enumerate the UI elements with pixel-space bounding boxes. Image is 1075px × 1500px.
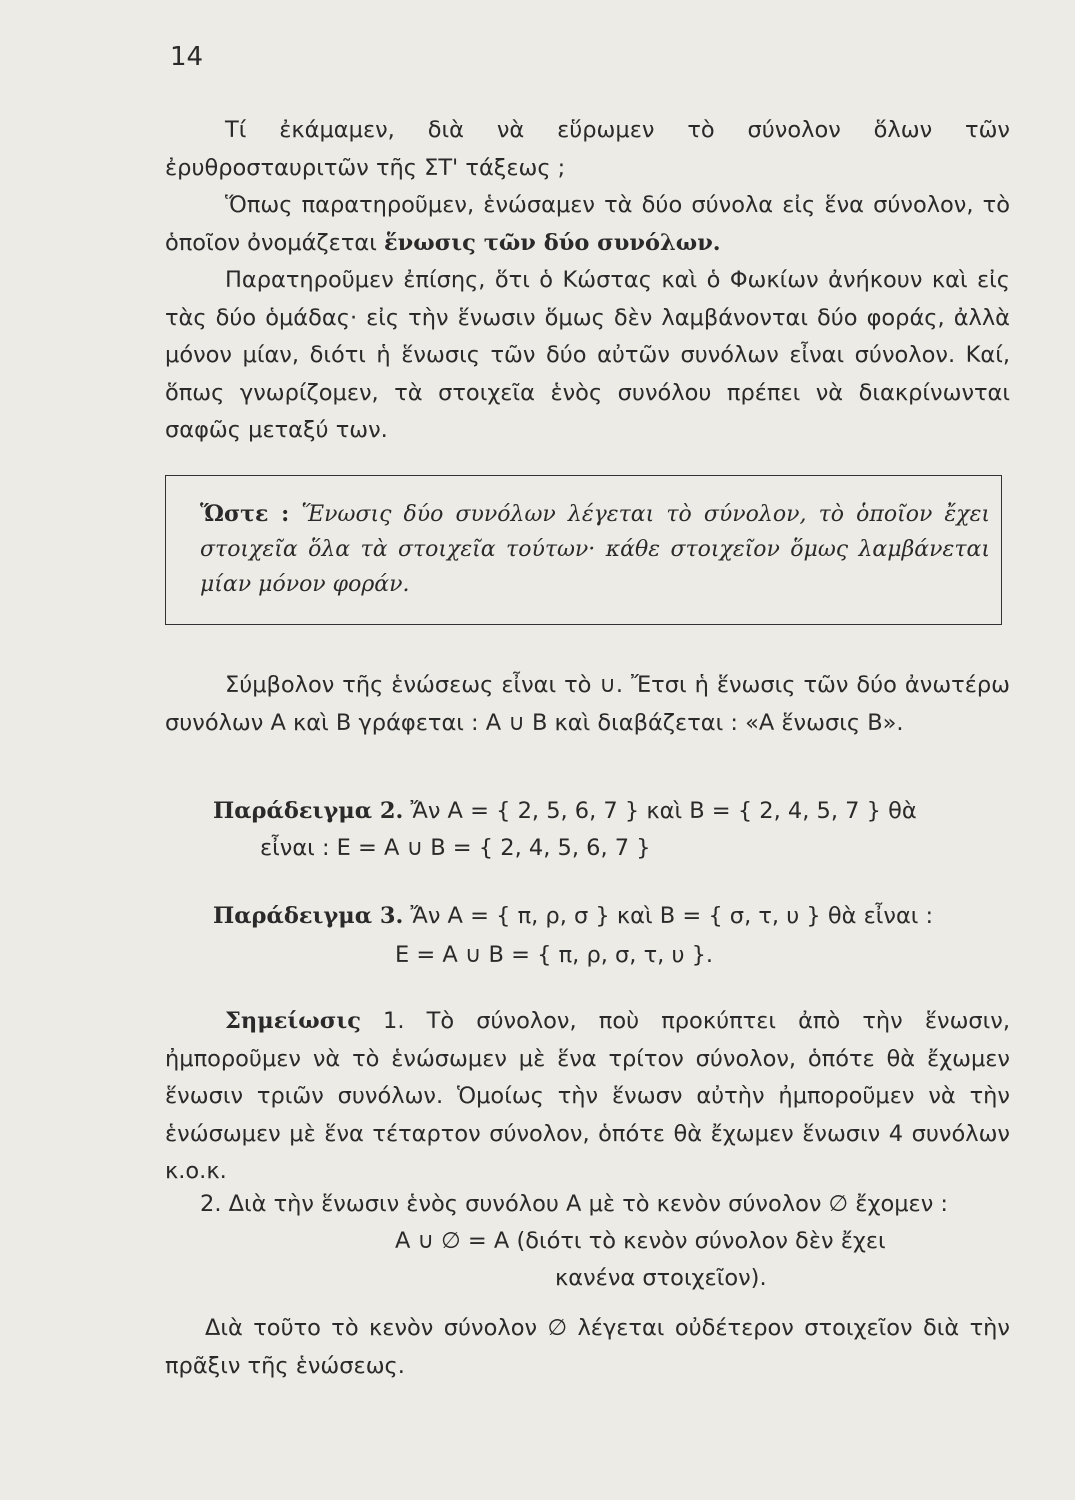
union-term: ἕνωσις τῶν δύο συνόλων. (383, 229, 721, 256)
example-2-line-1 (213, 793, 917, 830)
note-2-formula: Α ∪ ∅ = Α (διότι τὸ κενὸν σύνολον δὲν ἔχει (395, 1228, 886, 1254)
example-3-line-1 (213, 898, 933, 935)
paragraph-union-intro-text: Ὅπως παρατηροῦμεν, ἑνώσαμεν τὰ δύο σύνολα εἰς ἕνα σύνολον, τὸ ὁποῖον ὀνομάζεται (165, 192, 1010, 256)
note-2: 2. Διὰ τὴν ἕνωσιν ἑνὸς συνόλου Α μὲ τὸ κενὸν σύνολον ∅ ἔχομεν : (200, 1191, 949, 1217)
paragraph-symbol: Σύμβολον τῆς ἑνώσεως εἶναι τὸ ∪. Ἔτσι ἡ ἕνωσις τῶν δύο ἀνωτέρω συνόλων Α καὶ Β γράφεται : Α ∪ Β καὶ διαβάζεται : «Α ἕνωσις Β». (165, 672, 1010, 736)
example-2-label: Παράδειγμα 2. (213, 798, 404, 824)
definition-body: Ἕνωσις δύο συνόλων λέγεται τὸ σύνολον, τὸ ὁποῖον ἔχει στοιχεῖα ὅλα τὰ στοιχεῖα τούτων· κάθε στοιχεῖον ὅμως λαμβάνεται μίαν μόνον φοράν. (200, 502, 990, 597)
definition-text (200, 497, 990, 602)
note-1 (165, 1003, 1010, 1191)
note-1-text: 1. Τὸ σύνολον, ποὺ προκύπτει ἀπὸ τὴν ἕνωσιν, ἠμποροῦμεν νὰ τὸ ἑνώσωμεν μὲ ἕνα τρίτον σύνολον, ὁπότε θὰ ἔχωμεν ἕνωσιν τριῶν συνόλων. Ὁμοίως τὴν ἕνωσν αὐτὴν ἠμποροῦμεν νὰ τὴν ἑνώσωμεν μὲ ἕνα τέταρτον σύνολον, ὁπότε θὰ ἔχωμεν ἕνωσιν 4 συνόλων κ.ο.κ. (165, 1008, 1010, 1184)
paragraph-union-intro (165, 187, 1010, 262)
example-2-text-1: Ἄν Α = { 2, 5, 6, 7 } καὶ Β = { 2, 4, 5, 7 } θὰ (410, 798, 917, 824)
definition-lead: Ὥστε : (200, 501, 290, 527)
example-3-label: Παράδειγμα 3. (213, 903, 404, 929)
example-3-text-1: Ἄν Α = { π, ρ, σ } καὶ Β = { σ, τ, υ } θὰ εἶναι : (410, 903, 934, 929)
note-2-formula-cont: κανένα στοιχεῖον). (555, 1265, 767, 1291)
paragraph-question: Τί ἐκάμαμεν, διὰ νὰ εὕρωμεν τὸ σύνολον ὅλων τῶν ἐρυθροσταυριτῶν τῆς ΣΤ' τάξεως ; (165, 117, 1010, 181)
paragraph-identity: Διὰ τοῦτο τὸ κενὸν σύνολον ∅ λέγεται οὐδέτερον στοιχεῖον διὰ τὴν πρᾶξιν τῆς ἑνώσεως. (165, 1315, 1010, 1379)
example-3-line-2: Ε = Α ∪ Β = { π, ρ, σ, τ, υ }. (395, 942, 714, 968)
note-label: Σημείωσις (225, 1008, 361, 1034)
example-2-line-2: εἶναι : Ε = Α ∪ Β = { 2, 4, 5, 6, 7 } (260, 835, 651, 861)
page-number: 14 (170, 42, 204, 72)
paragraph-observation: Παρατηροῦμεν ἐπίσης, ὅτι ὁ Κώστας καὶ ὁ Φωκίων ἀνήκουν καὶ εἰς τὰς δύο ὁμάδας· εἰς τὴν ἕνωσιν ὅμως δὲν λαμβάνονται δύο φοράς, ἀλλὰ μόνον μίαν, διότι ἡ ἕνωσις τῶν δύο αὐτῶν συνόλων εἶναι σύνολον. Καί, ὅπως γνωρίζομεν, τὰ στοιχεῖα ἑνὸς συνόλου πρέπει νὰ διακρίνωνται σαφῶς μεταξύ των. (165, 267, 1010, 443)
